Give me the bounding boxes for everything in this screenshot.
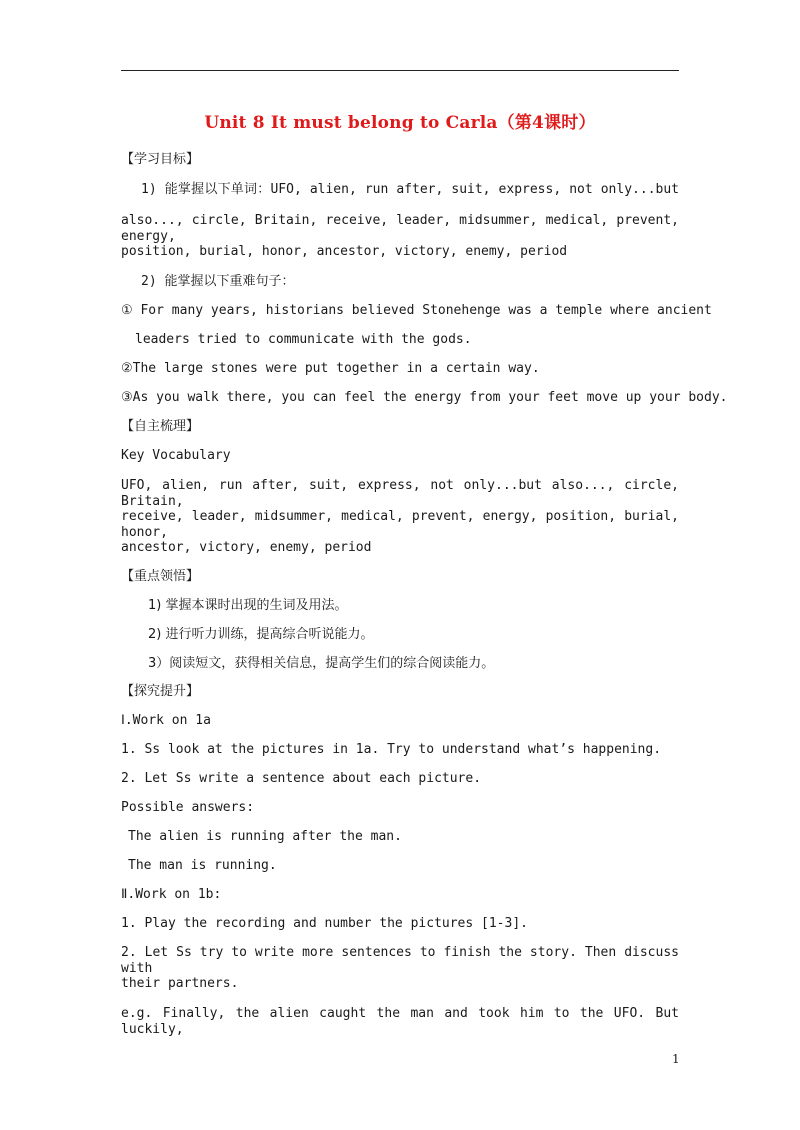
page-title: Unit 8 It must belong to Carla（第4课时） [204, 113, 596, 133]
goal-item-1-line-3: position, burial, honor, ancestor, victory, enemy, period [121, 244, 568, 259]
goal-item-2: 2) 能掌握以下重难句子： [141, 274, 295, 289]
key-point-1: 1) 掌握本课时出现的生词及用法。 [148, 598, 348, 613]
work-1a-title: Ⅰ.Work on 1a [121, 713, 211, 728]
example-sentence: e.g. Finally, the alien caught the man and took him to the UFO. But luckily, [121, 1006, 679, 1037]
work-1b-step-2-line-2: their partners. [121, 976, 239, 991]
section-self-study: 【自主梳理】 [121, 419, 200, 434]
section-key-points: 【重点领悟】 [121, 569, 200, 584]
work-1b-step-1: 1. Play the recording and number the pictures [1-3]. [121, 916, 528, 931]
work-1a-step-1: 1. Ss look at the pictures in 1a. Try to understand what’s happening. [121, 742, 662, 757]
sentence-3: ③As you walk there, you can feel the energy from your feet move up your body. [121, 390, 728, 405]
sentence-2: ②The large stones were put together in a certain way. [121, 361, 540, 376]
page-number: 1 [672, 1052, 680, 1066]
work-1b-title: Ⅱ.Work on 1b: [121, 887, 222, 902]
possible-answers-label: Possible answers: [121, 800, 255, 815]
key-point-3: 3）阅读短文，获得相关信息，提高学生们的综合阅读能力。 [148, 656, 495, 671]
vocab-line-1: UFO, alien, run after, suit, express, not only...but also..., circle, Britain, [121, 478, 679, 509]
answer-2: The man is running. [128, 858, 277, 873]
work-1a-step-2: 2. Let Ss write a sentence about each picture. [121, 771, 482, 786]
goal-item-1-line-2: also..., circle, Britain, receive, leader, midsummer, medical, prevent, energy, [121, 213, 679, 244]
work-1b-step-2-line-1: 2. Let Ss try to write more sentences to finish the story. Then discuss with [121, 945, 679, 976]
sentence-1-line-1: ① For many years, historians believed Stonehenge was a temple where ancient [121, 303, 712, 318]
section-goals: 【学习目标】 [121, 152, 200, 167]
vocab-line-3: ancestor, victory, enemy, period [121, 540, 372, 555]
section-explore: 【探究提升】 [121, 684, 200, 699]
vocab-line-2: receive, leader, midsummer, medical, prevent, energy, position, burial, honor, [121, 509, 679, 540]
answer-1: The alien is running after the man. [128, 829, 402, 844]
key-point-2: 2) 进行听力训练，提高综合听说能力。 [148, 627, 374, 642]
goal-item-1-line-1: 1) 能掌握以下单词：UFO, alien, run after, suit, express, not only...but [141, 182, 679, 197]
header-rule [121, 70, 679, 71]
sentence-1-line-2: leaders tried to communicate with the gods. [135, 332, 472, 347]
key-vocabulary-heading: Key Vocabulary [121, 448, 231, 463]
